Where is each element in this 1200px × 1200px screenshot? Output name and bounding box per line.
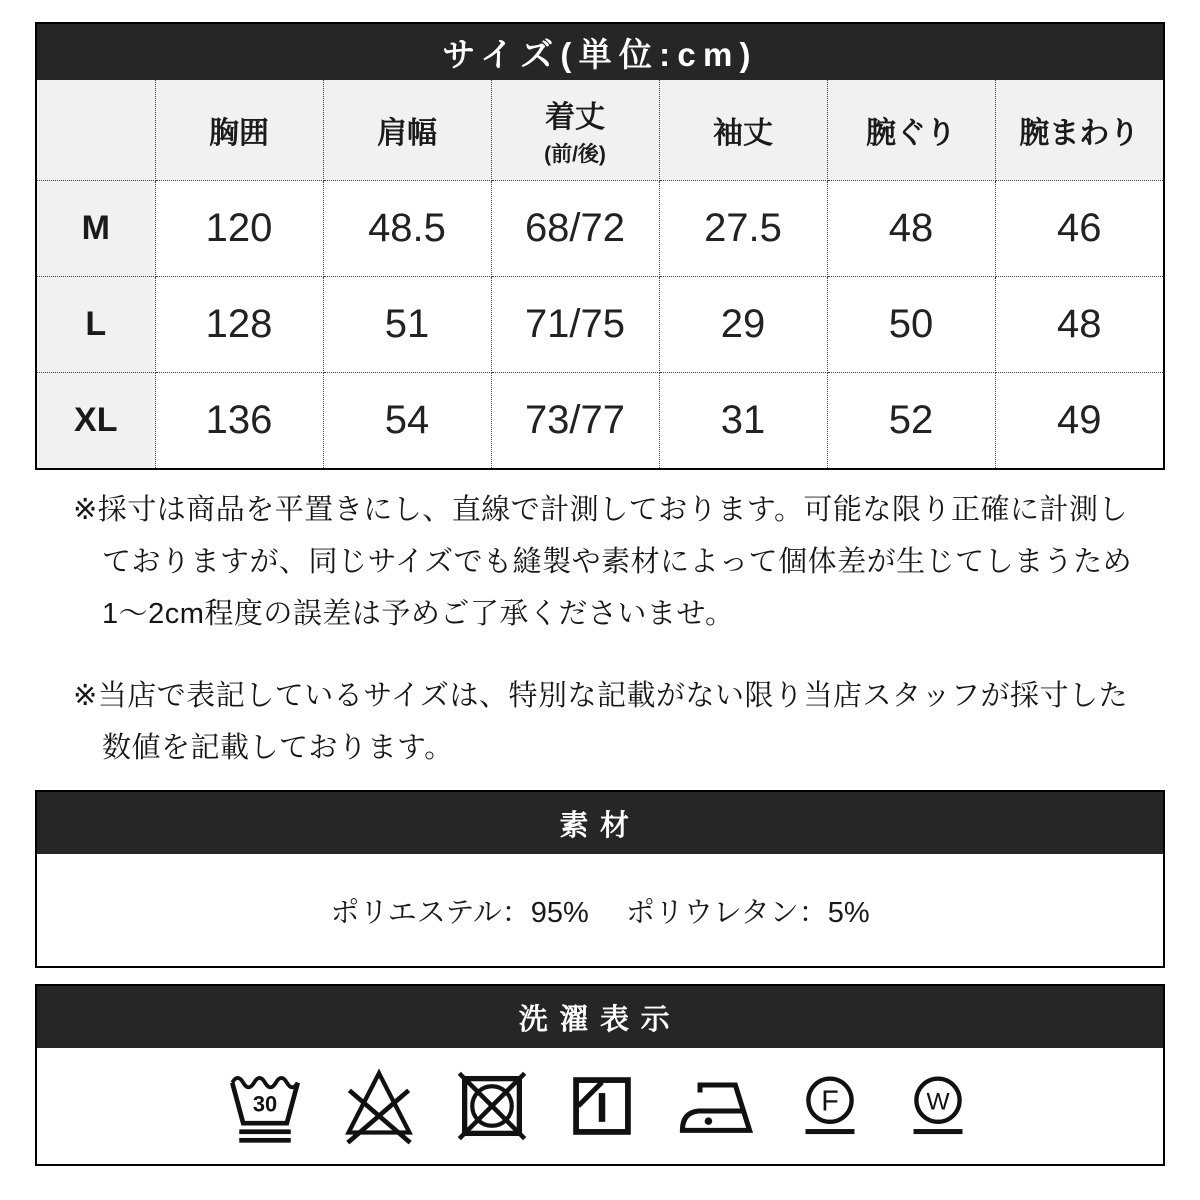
- cell-m-shoulder: 48.5: [323, 180, 491, 276]
- cell-m-chest: 120: [155, 180, 323, 276]
- care-title: 洗濯表示: [37, 986, 1163, 1048]
- size-label-l: L: [37, 276, 155, 372]
- material-title: 素材: [37, 792, 1163, 854]
- note-line: ※当店で表記しているサイズは、特別な記載がない限り当店スタッフが採寸した: [73, 680, 1128, 712]
- cell-m-armhole: 48: [827, 180, 995, 276]
- cell-xl-shoulder: 54: [323, 372, 491, 468]
- wash-30-very-gentle-icon: [226, 1062, 304, 1150]
- cell-xl-chest: 136: [155, 372, 323, 468]
- cell-l-shoulder: 51: [323, 276, 491, 372]
- care-label-section: [35, 984, 1165, 1166]
- do-not-bleach-icon: [340, 1062, 418, 1150]
- cell-l-sleeve: 29: [659, 276, 827, 372]
- cell-l-arm-width: 48: [995, 276, 1163, 372]
- col-header-shoulder: 肩幅: [323, 80, 491, 180]
- note-measurement-accuracy: [73, 484, 1165, 640]
- line-dry-in-shade-icon: [566, 1062, 638, 1150]
- col-header-length: [491, 80, 659, 180]
- col-header-length-sub: (前/後): [544, 142, 606, 166]
- cell-xl-sleeve: 31: [659, 372, 827, 468]
- iron-low-temp-icon: [674, 1062, 758, 1150]
- cell-m-sleeve: 27.5: [659, 180, 827, 276]
- col-header-chest: 胸囲: [155, 80, 323, 180]
- col-header-length-main: 着丈: [545, 100, 605, 134]
- size-label-m: M: [37, 180, 155, 276]
- svg-text:30: 30: [252, 1091, 278, 1117]
- wet-clean-gentle-icon: [902, 1062, 974, 1150]
- cell-xl-arm-width: 49: [995, 372, 1163, 468]
- cell-m-length: 68/72: [491, 180, 659, 276]
- svg-text:F: F: [821, 1085, 839, 1118]
- note-line: 1〜2cm程度の誤差は予めご了承くださいませ。: [102, 598, 735, 630]
- svg-text:W: W: [926, 1088, 950, 1116]
- note-line: ておりますが、同じサイズでも縫製や素材によって個体差が生じてしまうため: [102, 546, 1133, 578]
- material-section: [35, 790, 1165, 968]
- note-staff-measured: [73, 670, 1165, 774]
- col-header-arm-width: 腕まわり: [995, 80, 1163, 180]
- col-header-sleeve: 袖丈: [659, 80, 827, 180]
- cell-m-arm-width: 46: [995, 180, 1163, 276]
- size-label-xl: XL: [37, 372, 155, 468]
- cell-l-length: 71/75: [491, 276, 659, 372]
- dry-clean-petroleum-gentle-icon: [794, 1062, 866, 1150]
- cell-xl-armhole: 52: [827, 372, 995, 468]
- do-not-tumble-dry-icon: [454, 1062, 530, 1150]
- material-composition: ポリエステル：95% ポリウレタン：5%: [330, 896, 870, 929]
- measurement-notes: [73, 484, 1165, 774]
- care-icons-row: [37, 1048, 1163, 1164]
- table-row-m: [37, 180, 1163, 276]
- size-table-corner-cell: [37, 80, 155, 180]
- table-row-l: [37, 276, 1163, 372]
- col-header-armhole: 腕ぐり: [827, 80, 995, 180]
- table-row-xl: [37, 372, 1163, 468]
- size-table-section: [35, 22, 1165, 470]
- cell-l-armhole: 50: [827, 276, 995, 372]
- cell-l-chest: 128: [155, 276, 323, 372]
- size-table-title: サイズ(単位:cm): [37, 24, 1163, 80]
- note-line: ※採寸は商品を平置きにし、直線で計測しております。可能な限り正確に計測し: [73, 494, 1128, 526]
- size-table-header-row: [37, 80, 1163, 180]
- size-table: [37, 80, 1163, 468]
- note-line: 数値を記載しております。: [102, 732, 454, 764]
- cell-xl-length: 73/77: [491, 372, 659, 468]
